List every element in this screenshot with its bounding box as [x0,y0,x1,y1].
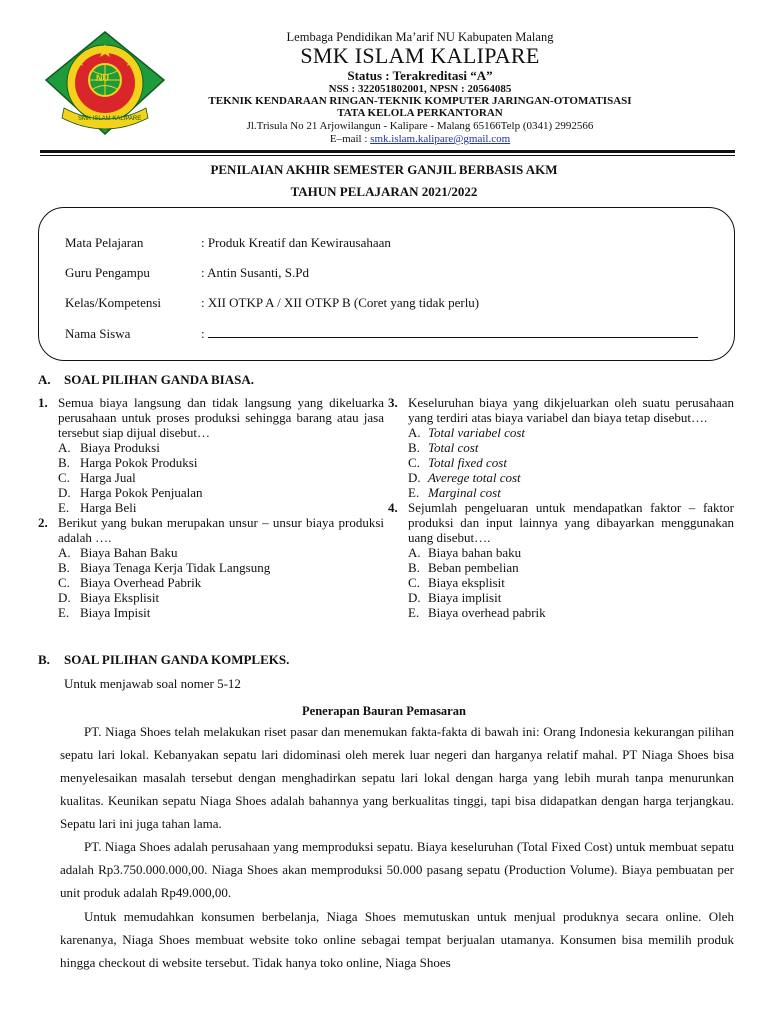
option-text: Biaya bahan baku [428,545,522,560]
option-text: Marginal cost [428,485,501,500]
option[interactable] [388,590,734,605]
option-letter: E. [58,605,70,620]
option-text: Total variabel cost [428,425,526,440]
option-letter: E. [58,500,70,515]
option-letter: A. [58,440,71,455]
question-1 [38,395,384,440]
info-value: : Antin Susanti, S.Pd [201,265,309,280]
option[interactable] [38,590,384,605]
section-letter: A. [38,372,51,387]
option-letter: A. [58,545,71,560]
option-text: Biaya overhead pabrik [428,605,546,620]
section-b-intro: Untuk menjawab soal nomer 5-12 [64,676,241,691]
option-letter: B. [408,440,420,455]
programs-line-2: TATA KELOLA PERKANTORAN [337,107,503,119]
option-text: Biaya Produksi [80,440,160,455]
option[interactable] [38,575,384,590]
school-name: SMK ISLAM KALIPARE [300,43,540,68]
option-text: Averege total cost [428,470,521,485]
option[interactable] [38,500,384,515]
option[interactable] [388,455,734,470]
option-letter: A. [408,425,421,440]
option-text: Harga Pokok Produksi [80,455,198,470]
letterhead-rule-thick [40,150,735,153]
option-text: Biaya Bahan Baku [80,545,178,560]
question-number: 2. [38,515,48,530]
section-letter: B. [38,652,50,667]
option-letter: C. [408,575,420,590]
option-letter: B. [408,560,420,575]
school-logo [40,28,170,140]
option[interactable] [388,545,734,560]
option[interactable] [388,560,734,575]
story-paragraph: PT. Niaga Shoes telah melakukan riset pasar dan menemukan fakta-fakta di bawah ini: Orang Indonesia kekurangan pilihan sepatu lari lokal. Kebanyakan sepatu lari didominasi oleh merek luar negeri dan harganya relatif mahal. PT Niaga Shoes bisa menyelesaikan masalah tersebut dengan menghadirkan sepatu lari lokal dengan harga yang lebih murah tanpa menurunkan kualitas. Keunikan sepatu Niaga Shoes adalah bahannya yang berkualitas tinggi, tapi bisa didapatkan dengan harga terjangkau. Sepatu lari ini juga tahan lama. [60,724,734,831]
option-letter: C. [408,455,420,470]
info-value: : [201,326,205,341]
school-email-line [180,133,660,145]
option-letter: C. [58,575,70,590]
info-row-subject [65,235,391,251]
exam-year: TAHUN PELAJARAN 2021/2022 [290,184,478,199]
option-text: Biaya Impisit [80,605,151,620]
questions-right-column [388,395,734,620]
logo-text: NU [96,73,109,83]
option-text: Biaya implisit [428,590,502,605]
option-text: Biaya Eksplisit [80,590,160,605]
option[interactable] [388,605,734,620]
option[interactable] [388,470,734,485]
option-text: Harga Jual [80,470,136,485]
option[interactable] [38,545,384,560]
option[interactable] [388,425,734,440]
option-letter: B. [58,455,70,470]
option[interactable] [38,485,384,500]
school-address: Jl.Trisula No 21 Arjowilangun - Kalipare - Malang 65166Telp (0341) 2992566 [246,120,594,132]
programs-line-1: TEKNIK KENDARAAN RINGAN-TEKNIK KOMPUTER JARINGAN-OTOMATISASI [208,95,632,107]
info-row-teacher [65,265,309,281]
option-text: Harga Pokok Penjualan [80,485,203,500]
option-text: Biaya eksplisit [428,575,505,590]
info-label: Nama Siswa [65,326,131,341]
question-text: Semua biaya langsung dan tidak langsung yang dikeluarka perusahaan untuk proses produksi sehingga barang atau jasa tersebut siap dijual disebut… [58,395,384,440]
questions-left-column [38,395,384,620]
option-letter: D. [408,470,421,485]
option-text: Harga Beli [80,500,137,515]
option-text: Biaya Tenaga Kerja Tidak Langsung [80,560,271,575]
info-label: Kelas/Kompetensi [65,295,162,310]
question-2 [38,515,384,545]
option-letter: E. [408,485,420,500]
option[interactable] [388,485,734,500]
option[interactable] [388,440,734,455]
section-b-heading [38,652,289,668]
option-text: Biaya Overhead Pabrik [80,575,202,590]
story-paragraph: Untuk memudahkan konsumen berbelanja, Niaga Shoes memutuskan untuk menjual produknya secara online. Oleh karenanya, Niaga Shoes membuat website toko online sebagai tempat berjualan utamanya. Konsumen bisa memilih produk hingga checkout di website tersebut. Tidak hanya toko online, Niaga Shoes [60,909,734,970]
option[interactable] [388,575,734,590]
option-letter: D. [58,590,71,605]
option[interactable] [38,470,384,485]
info-row-student-name [65,325,698,342]
option-letter: E. [408,605,420,620]
letterhead-rule-thin [40,155,735,156]
option-text: Total cost [428,440,479,455]
option-text: Total fixed cost [428,455,507,470]
info-value: : XII OTKP A / XII OTKP B (Coret yang tidak perlu) [201,295,480,310]
accreditation-status: Status : Terakreditasi “A” [347,68,493,83]
info-label: Guru Pengampu [65,265,150,280]
section-a-heading [38,372,254,388]
story-paragraph: PT. Niaga Shoes adalah perusahaan yang memproduksi sepatu. Biaya keseluruhan (Total Fixed Cost) untuk membuat sepatu adalah Rp3.750.000.000,00. Niaga Shoes akan memproduksi 50.000 pasang sepatu (Production Volume). Biaya pembuatan per unit produk adalah Rp49.000,00. [60,839,734,900]
question-text: Berikut yang bukan merupakan unsur – unsur biaya produksi adalah …. [58,515,384,545]
option-letter: B. [58,560,70,575]
institution-name: Lembaga Pendidikan Ma’arif NU Kabupaten Malang [286,30,554,44]
section-title: SOAL PILIHAN GANDA KOMPLEKS. [64,652,290,667]
option-text: Beban pembelian [428,560,519,575]
question-text: Sejumlah pengeluaran untuk mendapatkan faktor – faktor produksi dan input lainnya yang dibayarkan menggunakan uang disebut…. [408,500,734,545]
question-number: 3. [388,395,398,410]
option-letter: A. [408,545,421,560]
email-link[interactable]: smk.islam.kalipare@gmail.com [370,133,511,145]
option[interactable] [38,455,384,470]
question-3 [388,395,734,425]
exam-title: PENILAIAN AKHIR SEMESTER GANJIL BERBASIS AKM [210,162,558,177]
info-value: : Produk Kreatif dan Kewirausahaan [201,235,391,250]
option[interactable] [38,440,384,455]
option-letter: D. [58,485,71,500]
option-letter: D. [408,590,421,605]
question-number: 4. [388,500,398,515]
section-title: SOAL PILIHAN GANDA BIASA. [64,372,254,387]
student-name-field[interactable] [208,325,698,338]
option[interactable] [38,560,384,575]
email-label: E–mail : [329,133,371,145]
nss-npsn: NSS : 322051802001, NPSN : 20564085 [328,83,512,95]
story-title: Penerapan Bauran Pemasaran [302,704,466,718]
question-number: 1. [38,395,48,410]
info-row-class [65,295,479,311]
option[interactable] [38,605,384,620]
option-letter: C. [58,470,70,485]
logo-caption: SMK ISLAM KALIPARE [78,116,142,122]
question-text: Keseluruhan biaya yang dikjeluarkan oleh suatu perusahaan yang terdiri atas biaya variabel dan biaya tetap disebut…. [408,395,734,425]
info-label: Mata Pelajaran [65,235,144,250]
question-4 [388,500,734,545]
